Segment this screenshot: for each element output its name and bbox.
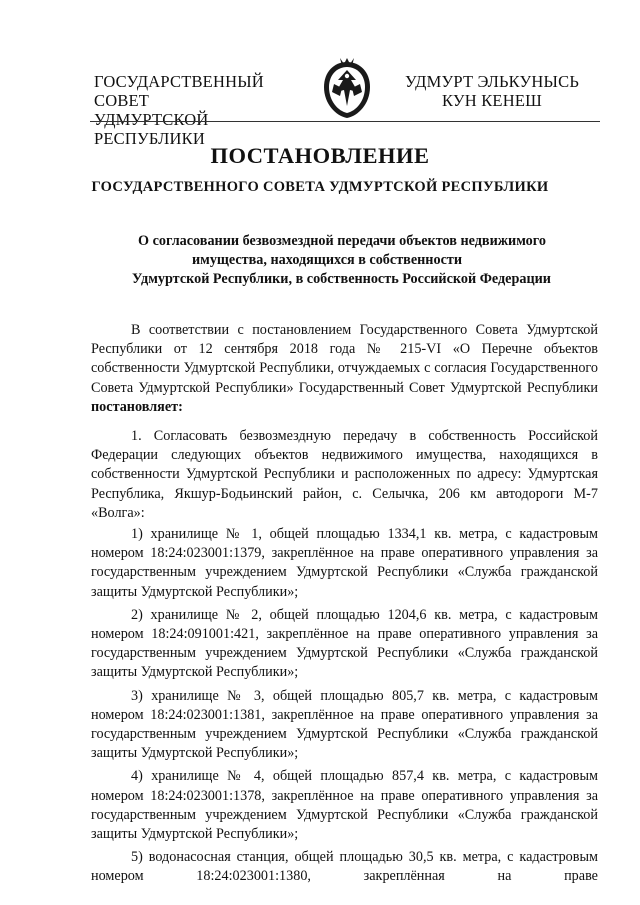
- header-right-line1: УДМУРТ ЭЛЬКУНЫСЬ: [404, 72, 580, 91]
- list-item-2: 2) хранилище № 2, общей площадью 1204,6 кв. метра, с кадастровым номером 18:24:091001:421, закреплённое на праве оперативного управления за государственным учреждением Удмуртской Республики «Служба гражданской защиты Удмуртской Республики»;: [91, 606, 598, 681]
- subject-line2: имущества, находящихся в собственности: [192, 252, 463, 268]
- list-item-4: 4) хранилище № 4, общей площадью 857,4 кв. метра, с кадастровым номером 18:24:023001:1378, закреплённое на праве оперативного управления за государственным учреждением Удмуртской Республики «Служба гражданской защиты Удмуртской Республики»;: [91, 768, 598, 843]
- header-left-line1: ГОСУДАРСТВЕННЫЙ СОВЕТ: [94, 72, 264, 110]
- document-title: ПОСТАНОВЛЕНИЕ: [210, 143, 430, 168]
- header-right-line2: КУН КЕНЕШ: [442, 91, 542, 110]
- preamble-text: В соответствии с постановлением Государственного Совета Удмуртской Республики от 12 сентября 2018 года № 215-VI «О Перечне объектов собственности Удмуртской Республики, отчуждаемых с согласия Государственного Совета Удмуртской Республики» Государственный Совет Удмуртской Республики: [91, 322, 598, 396]
- list-item-3: 3) хранилище № 3, общей площадью 805,7 кв. метра, с кадастровым номером 18:24:023001:1381, закреплённое на праве оперативного управления за государственным учреждением Удмуртской Республики «Служба гражданской защиты Удмуртской Республики»;: [91, 687, 598, 762]
- document-subtitle: ГОСУДАРСТВЕННОГО СОВЕТА УДМУРТСКОЙ РЕСПУБЛИКИ: [91, 179, 549, 195]
- header-right-org-name: [402, 72, 582, 110]
- document-subject: [132, 232, 592, 289]
- preamble-paragraph: [91, 321, 598, 417]
- header-left-line2: УДМУРТСКОЙ РЕСПУБЛИКИ: [94, 110, 209, 148]
- header-divider: [90, 121, 600, 122]
- coat-of-arms-emblem: [316, 54, 378, 122]
- document-body: [91, 321, 598, 891]
- list-item-1: 1) хранилище № 1, общей площадью 1334,1 кв. метра, с кадастровым номером 18:24:023001:1379, закреплённое на праве оперативного управления за государственным учреждением Удмуртской Республики «Служба гражданской защиты Удмуртской Республики»;: [91, 526, 598, 600]
- header-left-org-name: [94, 72, 314, 148]
- subject-line1: О согласовании безвозмездной передачи объектов недвижимого: [138, 233, 546, 249]
- point-1-paragraph: 1. Согласовать безвозмездную передачу в собственность Российской Федерации следующих объектов недвижимого имущества, находящихся в собственности Удмуртской Республики и расположенных по адресу: Удмуртская Республика, Якшур-Бодьинский район, с. Селычка, 206 км автодороги М-7 «Волга»:: [91, 428, 598, 521]
- subject-line3: Удмуртской Республики, в собственность Российской Федерации: [132, 271, 551, 287]
- preamble-resolves: постановляет:: [91, 398, 183, 415]
- list-item-5: 5) водонасосная станция, общей площадью 30,5 кв. метра, с кадастровым номером 18:24:023001:1380, закреплённая на праве: [91, 849, 598, 885]
